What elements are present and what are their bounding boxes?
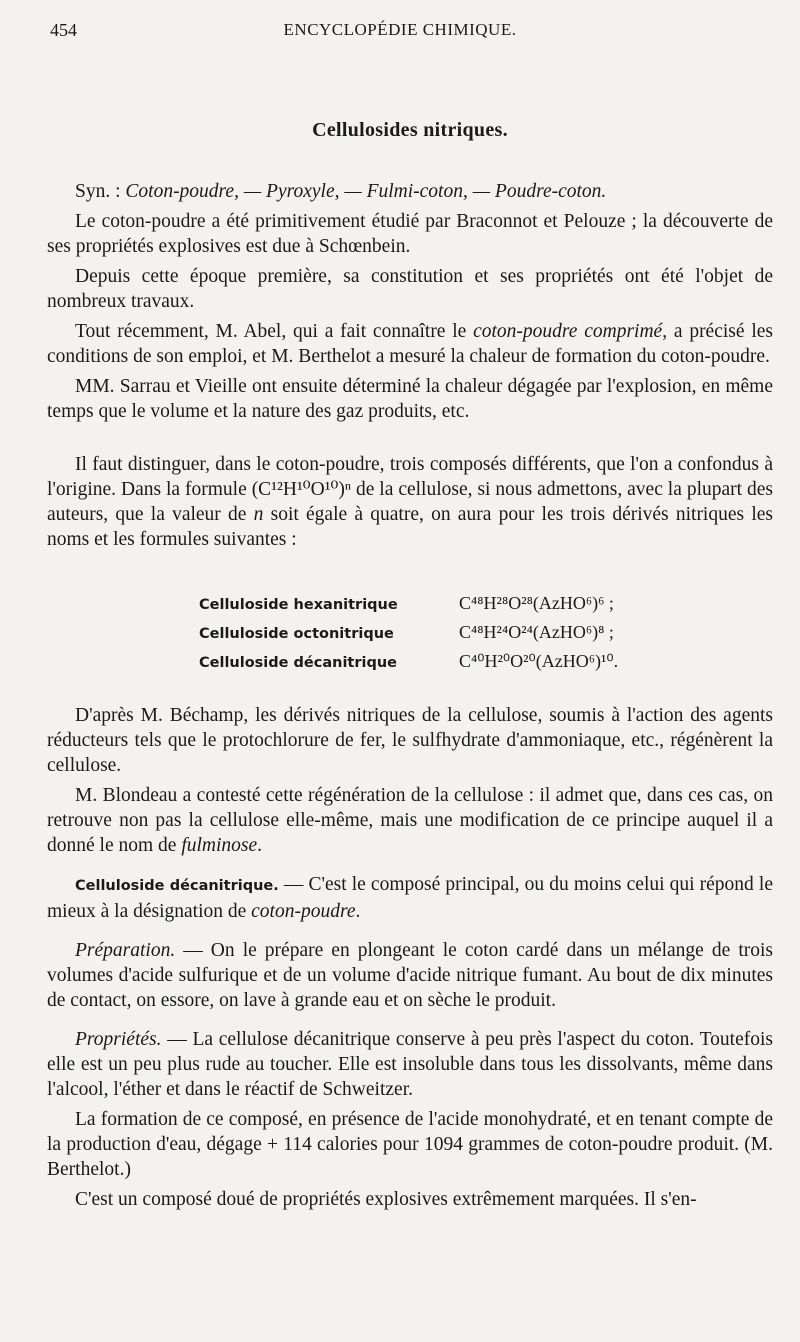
formula-expression: C⁴⁰H²⁰O²⁰(AzHO⁶)¹⁰. bbox=[459, 651, 619, 671]
p5-text-a: Il faut distinguer, dans le coton-poudre, trois composés différents, que l'on a confondus à l'origine. Dans la formule bbox=[47, 454, 773, 500]
p5-text-b: de la cellulose, si nous admettons, avec la plupart des auteurs, que la valeur de bbox=[47, 479, 773, 525]
paragraph-blondeau bbox=[47, 783, 773, 858]
section-title: Cellulosides nitriques. bbox=[312, 119, 508, 141]
p3-text-a: Tout récemment, M. Abel, qui a fait connaître le bbox=[75, 321, 474, 342]
formula-name: Celluloside décanitrique bbox=[199, 655, 398, 671]
preparation-heading: Préparation. bbox=[75, 940, 176, 961]
paragraph-properties bbox=[47, 1027, 773, 1102]
paragraph-discovery: Le coton-poudre a été primitivement étudié par Braconnot et Pelouze ; la découverte de ses propriétés explosives est due à Schœnbein. bbox=[47, 211, 773, 257]
formula-row-decanitrique bbox=[199, 648, 773, 677]
formula-name: Celluloside octonitrique bbox=[199, 626, 394, 642]
synonyms-line bbox=[47, 179, 773, 204]
paragraph-preparation bbox=[47, 938, 773, 1013]
syn-items: Coton-poudre, — Pyroxyle, — Fulmi-coton, — Poudre-coton. bbox=[125, 181, 607, 202]
p7-text-a: M. Blondeau a contesté cette régénération de la cellulose : il admet que, dans ces cas, on retrouve non pas la cellulose elle-même, mais une modification de ce principe auquel il a donné le nom de bbox=[47, 785, 773, 856]
formula-expression: C⁴⁸H²⁸O²⁸(AzHO⁶)⁶ ; bbox=[459, 593, 614, 613]
subsection-heading: Celluloside décanitrique. bbox=[75, 878, 279, 894]
paragraph-formation-heat: La formation de ce composé, en présence de l'acide monohydraté, et en tenant compte de la production d'eau, dégage + 114 calories pour 1094 grammes de coton-poudre produit. (M. Berthelot.) bbox=[47, 1109, 773, 1180]
formula-expression: C⁴⁸H²⁴O²⁴(AzHO⁶)⁸ ; bbox=[459, 622, 614, 642]
properties-heading: Propriétés. bbox=[75, 1029, 162, 1050]
properties-text: — La cellulose décanitrique conserve à peu près l'aspect du coton. Toutefois elle est un peu plus rude au toucher. Elle est insoluble dans tous les dissolvants, même dans l'alcool, l'éther et dans le réactif de Schweitzer. bbox=[47, 1029, 773, 1100]
p7-emphasis: fulminose bbox=[181, 835, 258, 856]
paragraph-sarrau-vieille: MM. Sarrau et Vieille ont ensuite déterminé la chaleur dégagée par l'explosion, en même temps que le volume et la nature des gaz produits, etc. bbox=[47, 376, 773, 422]
p5-text-c: soit égale à quatre, on aura pour les trois dérivés nitriques les noms et les formules suivantes : bbox=[47, 504, 773, 550]
p8-text-a: — C'est le composé principal, ou du moins celui qui répond le mieux à la désignation de bbox=[47, 874, 773, 922]
paragraph-decanitrique bbox=[47, 872, 773, 924]
p8-emphasis: coton-poudre bbox=[251, 901, 356, 922]
paragraph-studies: Depuis cette époque première, sa constitution et ses propriétés ont été l'objet de nombreux travaux. bbox=[47, 266, 773, 312]
running-head: ENCYCLOPÉDIE CHIMIQUE. bbox=[283, 20, 517, 39]
paragraph-bechamp: D'après M. Béchamp, les dérivés nitriques de la cellulose, soumis à l'action des agents réducteurs tels que le protochlorure de fer, le sulfhydrate d'ammoniaque, etc., régénèrent la cellulose. bbox=[47, 705, 773, 776]
p3-emphasis: coton-poudre comprimé bbox=[473, 321, 663, 342]
page-number: 454 bbox=[50, 20, 77, 40]
paragraph-explosive: C'est un composé doué de propriétés explosives extrêmement marquées. Il s'en- bbox=[75, 1189, 697, 1210]
preparation-text: — On le prépare en plongeant le coton cardé dans un mélange de trois volumes d'acide sulfurique et de un volume d'acide nitrique fumant. Au bout de dix minutes de contact, on essore, on lave à grande eau et on sèche le produit. bbox=[47, 940, 773, 1011]
p3-text-b: , a précisé les conditions de son emploi, et M. Berthelot a mesuré la chaleur de formation du coton-poudre. bbox=[47, 321, 773, 367]
formula-row-octonitrique bbox=[199, 619, 773, 648]
paragraph-three-compounds bbox=[47, 452, 773, 552]
formula-row-hexanitrique bbox=[199, 590, 773, 619]
p7-text-b: . bbox=[257, 835, 263, 856]
syn-prefix: Syn. : bbox=[75, 181, 126, 202]
p5-n: n bbox=[253, 504, 264, 525]
page-header bbox=[48, 20, 752, 44]
page-body bbox=[47, 118, 773, 1212]
paragraph-abel bbox=[47, 319, 773, 369]
p5-formula: (C¹²H¹⁰O¹⁰)ⁿ bbox=[251, 479, 352, 500]
p8-text-b: . bbox=[355, 901, 361, 922]
formula-name: Celluloside hexanitrique bbox=[199, 597, 398, 613]
formula-list bbox=[199, 590, 773, 677]
